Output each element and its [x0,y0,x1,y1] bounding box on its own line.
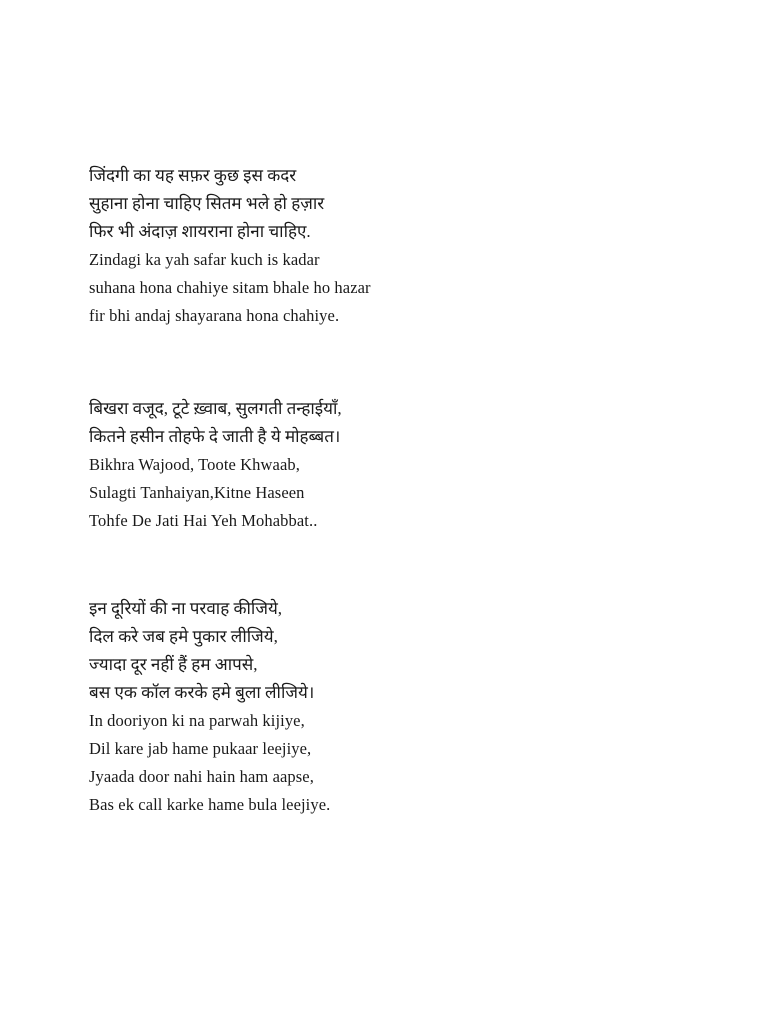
hindi-line: जिंदगी का यह सफ़र कुछ इस कदर [89,166,297,185]
roman-line: Bikhra Wajood, Toote Khwaab, [89,455,300,474]
roman-line: Jyaada door nahi hain ham aapse, [89,767,314,786]
roman-line: Dil kare jab hame pukaar leejiye, [89,739,312,758]
roman-line: Sulagti Tanhaiyan,Kitne Haseen [89,483,305,502]
hindi-line: बस एक कॉल करके हमे बुला लीजिये। [89,683,315,702]
hindi-line: दिल करे जब हमे पुकार लीजिये, [89,627,278,646]
roman-line: Zindagi ka yah safar kuch is kadar [89,250,320,269]
hindi-line: कितने हसीन तोहफे दे जाती है ये मोहब्बत। [89,427,341,446]
hindi-line: इन दूरियों की ना परवाह कीजिये, [89,599,283,618]
poem-stanza-2 [89,395,342,535]
roman-line: Tohfe De Jati Hai Yeh Mohabbat.. [89,511,318,530]
poem-stanza-3 [89,595,330,819]
hindi-line: ज्यादा दूर नहीं हैं हम आपसे, [89,655,258,674]
roman-line: suhana hona chahiye sitam bhale ho hazar [89,278,371,297]
hindi-line: बिखरा वजूद, टूटे ख़्वाब, सुलगती तन्हाईयाँ, [89,399,342,418]
roman-line: fir bhi andaj shayarana hona chahiye. [89,306,340,325]
hindi-line: फिर भी अंदाज़ शायराना होना चाहिए. [89,222,311,241]
poem-stanza-1 [89,162,371,330]
roman-line: In dooriyon ki na parwah kijiye, [89,711,305,730]
hindi-line: सुहाना होना चाहिए सितम भले हो हज़ार [89,194,325,213]
roman-line: Bas ek call karke hame bula leejiye. [89,795,331,814]
